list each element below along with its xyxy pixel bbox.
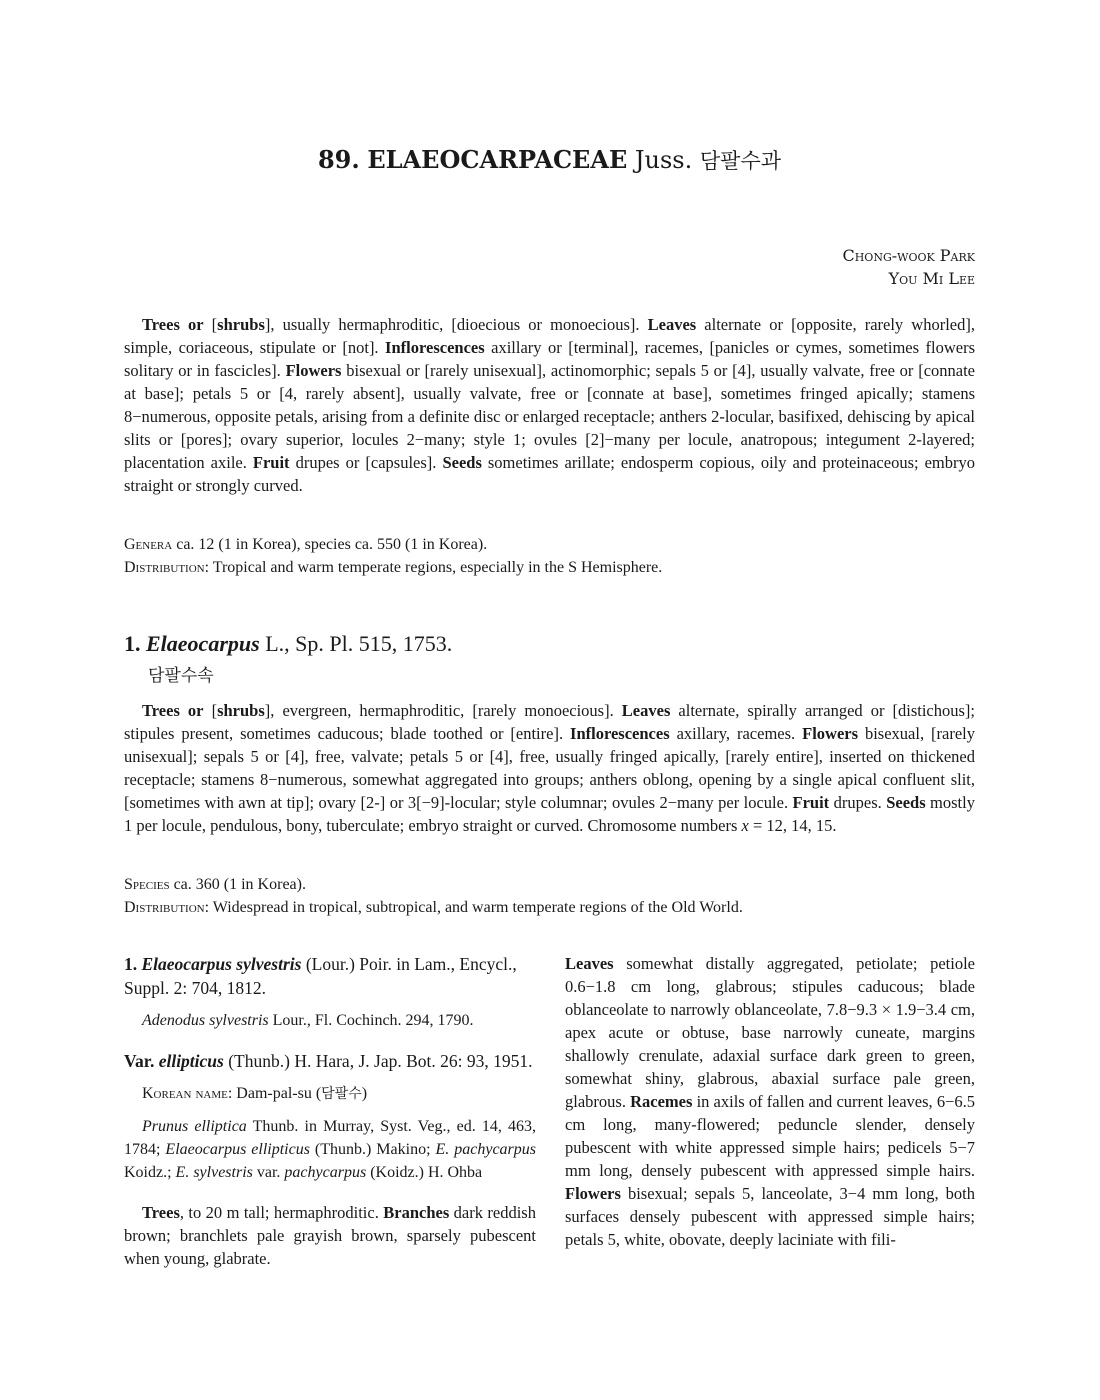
- species-text: ca. 360 (1 in Korea).: [169, 876, 306, 893]
- distribution-line: [124, 556, 975, 579]
- genus-meta: [124, 873, 975, 919]
- genera-line: [124, 533, 975, 556]
- desc-term: Flowers: [565, 1184, 621, 1203]
- desc-term: Leaves: [565, 954, 614, 973]
- synonym-citation: (Thunb.) Makino;: [309, 1141, 436, 1158]
- chromosome-symbol: x: [741, 816, 749, 835]
- desc-text: [: [203, 315, 218, 334]
- desc-term: Flowers: [802, 724, 859, 743]
- family-title: [124, 146, 975, 175]
- synonym-citation: Lour., Fl. Cochinch. 294, 1790.: [268, 1012, 474, 1029]
- species-count-line: [124, 873, 975, 896]
- synonym-citation: Thunb. in Murray, Syst. Veg., ed. 14, 463, 1784;: [124, 1118, 537, 1158]
- korean-name-close: ): [361, 1085, 368, 1102]
- family-korean-name: 담팔수과: [699, 149, 782, 173]
- species-synonym: [124, 1009, 536, 1032]
- desc-text: drupes.: [829, 793, 887, 812]
- variety-heading: [124, 1049, 536, 1073]
- desc-text: mostly 1 per locule, pendulous, bony, tuberculate; embryo straight or curved. Chromosome numbers: [124, 793, 975, 835]
- author-name: Chong-wook Park: [842, 246, 975, 265]
- family-meta: [124, 533, 975, 579]
- korean-name-roman: : Dam-pal-su (: [227, 1085, 322, 1102]
- variety-citation: (Thunb.) H. Hara, J. Jap. Bot. 26: 93, 1951.: [223, 1051, 533, 1071]
- synonym-name: E. pachycarpus: [435, 1141, 537, 1158]
- desc-term: Seeds: [442, 453, 482, 472]
- family-description: [124, 313, 975, 497]
- desc-text: = 12, 14, 15.: [748, 816, 837, 835]
- species-label: Species: [124, 876, 170, 893]
- distribution-label: Distribution: [124, 559, 205, 576]
- genera-label: Genera: [124, 536, 173, 553]
- desc-text: alternate, spirally arranged or [distichous]; stipules present, sometimes caducous; blade toothed or [entire].: [124, 701, 976, 743]
- desc-text: axillary or [terminal], racemes, [panicles or cymes, sometimes flowers solitary or in fascicles].: [124, 338, 975, 380]
- variety-name: ellipticus: [158, 1051, 224, 1071]
- desc-term: Trees or: [142, 701, 204, 720]
- desc-text: bisexual, [rarely unisexual]; sepals 5 or [4], free, valvate; petals 5 or [4], free, usually fringed apically, [rarely entire], inserted on thickened receptacle; stamens 8−numerous, somewhat aggregated into groups; anthers oblong, opening by a single apical confluent slit, [sometimes with awn at tip]; ovary [2-] or 3[−9]-locular; style columnar; ovules 2−many per locule.: [124, 724, 976, 812]
- desc-term: Branches: [383, 1203, 450, 1222]
- genus-name: Elaeocarpus: [146, 631, 260, 656]
- distribution-text: : Tropical and warm temperate regions, especially in the S Hemisphere.: [204, 559, 663, 576]
- author-list: [842, 244, 975, 290]
- synonym-text: var.: [252, 1164, 285, 1181]
- desc-text: dark reddish brown; branchlets pale grayish brown, sparsely pubescent when young, glabrate.: [124, 1203, 536, 1268]
- desc-text: somewhat distally aggregated, petiolate; petiole 0.6−1.8 cm long, glabrous; stipules caducous; blade oblanceolate to narrowly oblanceolate, 7.8−9.3 × 1.9−3.4 cm, apex acute or obtuse, base narrowly cuneate, margins shallowly crenulate, adaxial surface dark green to green, somewhat shiny, glabrous, abaxial surface pale green, glabrous.: [565, 954, 975, 1111]
- genus-number: 1.: [124, 631, 141, 656]
- species-description-cont: [565, 952, 975, 1251]
- distribution-label: Distribution: [124, 899, 205, 916]
- variety-label: Var.: [124, 1051, 155, 1071]
- desc-term: Inflorescences: [570, 724, 670, 743]
- desc-text: alternate or [opposite, rarely whorled], simple, coriaceous, stipulate or [not].: [124, 315, 975, 357]
- synonym-name: pachycarpus: [284, 1164, 367, 1181]
- desc-term: Trees: [142, 1203, 180, 1222]
- synonym-name: Prunus elliptica: [142, 1118, 247, 1135]
- species-name: Elaeocarpus sylvestris: [141, 954, 302, 974]
- desc-term: shrubs: [217, 701, 265, 720]
- species-description-start: [124, 1201, 536, 1270]
- desc-term: Inflorescences: [385, 338, 485, 357]
- korean-name-label: Korean name: [142, 1085, 228, 1102]
- left-column: [124, 952, 536, 1270]
- genus-korean-name: 담팔수속: [148, 666, 214, 686]
- synonym-name: Elaeocarpus ellipticus: [165, 1141, 310, 1158]
- genera-text: ca. 12 (1 in Korea), species ca. 550 (1 in Korea).: [172, 536, 488, 553]
- korean-name-hangul: 담팔수: [321, 1086, 362, 1102]
- page: [124, 0, 975, 1400]
- right-column: [565, 952, 975, 1251]
- species-number: 1.: [124, 954, 138, 974]
- desc-text: [: [203, 701, 218, 720]
- desc-term: Fruit: [792, 793, 830, 812]
- synonym-name: E. sylvestris: [175, 1164, 253, 1181]
- korean-name-line: [124, 1082, 536, 1106]
- desc-text: in axils of fallen and current leaves, 6−6.5 cm long, many-flowered; peduncle slender, densely pubescent with white appressed simple hairs; pedicels 5−7 mm long, densely pubescent with appressed simple hairs.: [565, 1092, 975, 1180]
- desc-term: Seeds: [886, 793, 926, 812]
- family-author: Juss.: [634, 146, 693, 174]
- desc-term: Trees or: [142, 315, 204, 334]
- variety-synonyms: [124, 1115, 536, 1184]
- author-name: You Mi Lee: [888, 269, 975, 288]
- synonym-citation: (Koidz.) H. Ohba: [366, 1164, 483, 1181]
- genus-heading: [124, 630, 452, 658]
- genus-citation: L., Sp. Pl. 515, 1753.: [259, 631, 453, 656]
- desc-text: bisexual or [rarely unisexual], actinomorphic; sepals 5 or [4], usually valvate, free or [connate at base]; petals 5 or [4, rarely absent], usually valvate, free or [connate at base], sometimes fringed apically; stamens 8−numerous, opposite petals, arising from a definite disc or enlarged receptacle; anthers 2-locular, basifixed, dehiscing by apical slits or [pores]; ovary superior, locules 2−many; style 1; ovules [2]−many per locule, anatropous; integument 2-layered; placentation axile.: [124, 361, 975, 472]
- species-citation: (Lour.) Poir. in Lam., Encycl., Suppl. 2: 704, 1812.: [124, 954, 517, 998]
- genus-description: [124, 699, 975, 837]
- species-heading: [124, 952, 536, 1000]
- desc-text: sometimes arillate; endosperm copious, oily and proteinaceous; embryo straight or strongly curved.: [124, 453, 976, 495]
- desc-term: Racemes: [630, 1092, 693, 1111]
- synonym-name: Adenodus sylvestris: [142, 1012, 269, 1029]
- desc-text: axillary, racemes.: [669, 724, 803, 743]
- distribution-text: : Widespread in tropical, subtropical, and warm temperate regions of the Old World.: [204, 899, 743, 916]
- desc-term: Leaves: [621, 701, 671, 720]
- desc-text: ], evergreen, hermaphroditic, [rarely monoecious].: [264, 701, 622, 720]
- desc-text: ], usually hermaphroditic, [dioecious or monoecious].: [264, 315, 648, 334]
- desc-term: shrubs: [217, 315, 265, 334]
- desc-text: drupes or [capsules].: [289, 453, 443, 472]
- desc-term: Fruit: [252, 453, 290, 472]
- family-name: ELAEOCARPACEAE: [367, 145, 628, 174]
- family-number: 89.: [317, 145, 360, 174]
- desc-term: Flowers: [285, 361, 342, 380]
- distribution-line: [124, 896, 975, 919]
- desc-text: , to 20 m tall; hermaphroditic.: [179, 1203, 384, 1222]
- desc-term: Leaves: [647, 315, 697, 334]
- synonym-citation: Koidz.;: [124, 1164, 176, 1181]
- desc-text: bisexual; sepals 5, lanceolate, 3−4 mm long, both surfaces densely pubescent with appressed simple hairs; petals 5, white, obovate, deeply laciniate with fili-: [565, 1184, 975, 1249]
